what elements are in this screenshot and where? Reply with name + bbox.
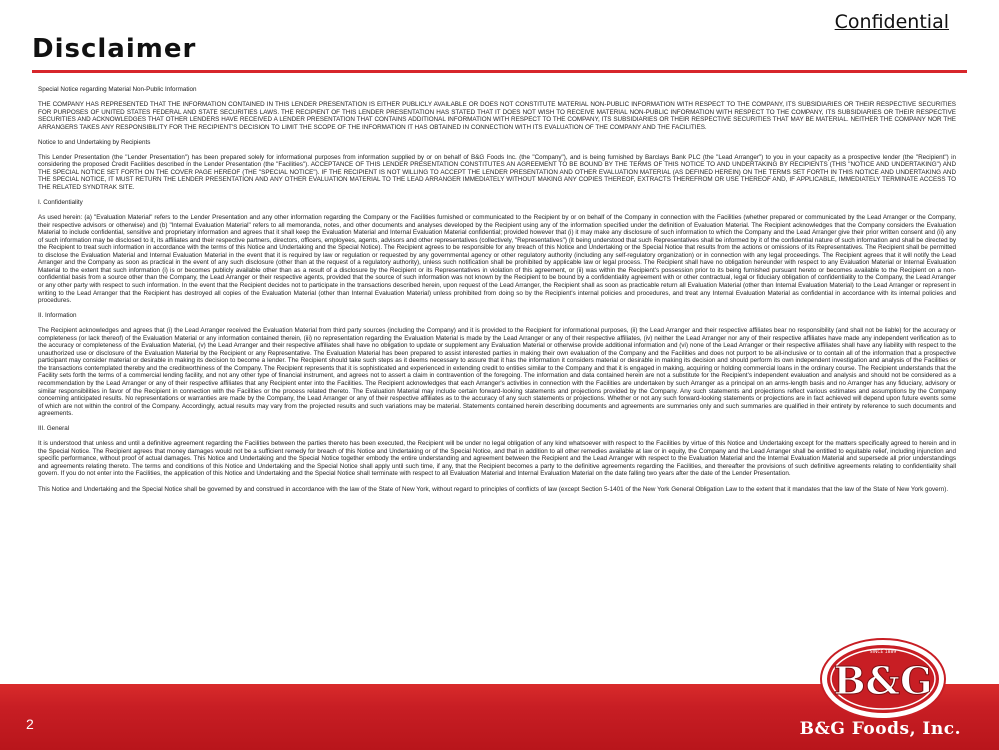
governing-law-paragraph: This Notice and Undertaking and the Special Notice shall be governed by and construed in accordance with the law of the State of New York, without regard to principles of conflicts of law (except Section 5-1401 of the New York General Obligation Law to the extent that it mandates that the law of the State of New York govern). [38,485,949,493]
disclaimer-body [38,86,956,501]
information-paragraph: The Recipient acknowledges and agrees that (i) the Lead Arranger received the Evaluation Material from third party sources (including the Company) and it is provided to the Recipient for informational purposes, (ii) the Lead Arranger and their respective affiliates bear no responsibility (and shall not be liable) for the accuracy or completeness (or lack thereof) of the Evaluation Material or any information contained therein, (iii) no representation regarding the Evaluation Material is made by the Lead Arranger or any of their respective affiliates, (iv) neither the Lead Arranger nor any of their respective affiliates have made any independent verification as to the accuracy or completeness of the Evaluation Material, (v) the Lead Arranger and their respective affiliates shall have no obligation to update or supplement any Evaluation Material or otherwise provide additional information and (vi) none of the Lead Arranger or their respective affiliates shall have any liability with respect to the unauthorized use or disclosure of the Evaluation Material by the Recipient or any Representative. The Evaluation Material has been prepared to assist interested parties in making their own evaluation of the Company and the Facilities and does not purport to be all-inclusive or to contain all of the information that a prospective participant may consider material or desirable in making its decision to become a lender. The Recipient should take such steps as it deems necessary to assure that it has the information it considers material or desirable in making its decision and should perform its own independent investigation and analysis of the Facilities or the transactions contemplated thereby and the creditworthiness of the Company. The Recipient represents that it is sophisticated and experienced in extending credit to entities similar to the Company and that it is engaged in making, acquiring or holding commercial loans in the ordinary course. The Recipient understands that the Facility sets forth the terms of a commercial lending facility, and not any other type of financial instrument, and agrees not to assert a claim in contravention of the foregoing. The information and data contained herein are not a substitute for the Recipient's independent evaluation and analysis and should not be considered as a recommendation by the Lead Arranger or any of their respective affiliates that any Recipient enter into the Facilities. The Recipient acknowledges that each Arranger's activities in connection with the Facilities are undertaken by such Arranger as a principal on an arms-length basis and no Arranger has any fiduciary, advisory or similar responsibilities in favor of the Recipient in connection with the Facilities or the process related thereto. The Evaluation Material may include certain forward-looking statements and projections provided by the Company. Any such statements and projections reflect various estimates and assumptions by the Company concerning anticipated results. No representations or warranties are made by the Company, the Lead Arranger or any of their respective affiliates as to the accuracy of any such statements or projections. Whether or not any such forward-looking statements or projections are in fact achieved will depend upon future events some of which are not within the control of the Company. Accordingly, actual results may vary from the projected results and such variations may be material. Statements contained herein describing documents and agreements are summaries only and such summaries are qualified in their entirety by reference to such documents and agreements. [38,327,956,418]
page-number: 2 [26,716,34,732]
page-title: Disclaimer [32,34,197,64]
notice-paragraph: This Lender Presentation (the "Lender Presentation") has been prepared solely for informational purposes from information supplied by or on behalf of B&G Foods Inc. (the "Company"), and is being furnished by Barclays Bank PLC (the "Lead Arranger") to you in your capacity as a prospective lender (the "Recipient") in considering the proposed Credit Facilities described in the Lender Presentation (the "Facilities"). ACCEPTANCE OF THIS LENDER PRESENTATION CONSTITUTES AN AGREEMENT TO BE BOUND BY THE TERMS OF THIS NOTICE TO AND UNDERTAKING BY RECIPIENTS (THIS "NOTICE AND UNDERTAKING") AND THE SPECIAL NOTICE SET FORTH ON THE COVER PAGE HEREOF (THE "SPECIAL NOTICE"). IF THE RECIPIENT IS NOT WILLING TO ACCEPT THE LENDER PRESENTATION AND OTHER EVALUATION MATERIAL (AS DEFINED HEREIN) ON THE TERMS SET FORTH IN THIS NOTICE AND UNDERTAKING AND THE SPECIAL NOTICE, IT MUST RETURN THE LENDER PRESENTATION AND ANY OTHER EVALUATION MATERIAL TO THE LEAD ARRANGER IMMEDIATELY WITHOUT MAKING ANY COPIES THEREOF, EXTRACTS THEREFROM OR USE THEREOF AND, IF APPLICABLE, IMMEDIATELY TERMINATE ACCESS TO THE RELATED SYNDTRAK SITE. [38,153,956,191]
notice-heading: Notice to and Undertaking by Recipients [38,138,151,146]
bg-logo-graphic [818,637,948,721]
general-heading: III. General [38,425,70,433]
logo-mark-text: B&G [833,658,933,703]
confidentiality-heading: I. Confidentiality [38,199,83,207]
bg-foods-logo [818,637,948,721]
special-notice-heading: Special Notice regarding Material Non-Public Information [38,86,197,93]
brand-name: B&G Foods, Inc. [799,719,961,739]
logo-since-text: SINCE 1889 [869,650,897,655]
title-divider [32,70,967,73]
information-heading: II. Information [38,312,77,320]
confidential-label: Confidential [834,11,949,33]
special-notice-paragraph: THE COMPANY HAS REPRESENTED THAT THE INFORMATION CONTAINED IN THIS LENDER PRESENTATION IS EITHER PUBLICLY AVAILABLE OR DOES NOT CONSTITUTE MATERIAL NON-PUBLIC INFORMATION WITH RESPECT TO THE COMPANY, ITS SUBSIDIARIES OR THEIR RESPECTIVE SECURITIES FOR PURPOSES OF UNITED STATES FEDERAL AND STATE SECURITIES LAWS. THE RECIPIENT OF THIS LENDER PRESENTATION HAS STATED THAT IT DOES NOT WISH TO RECEIVE MATERIAL NON-PUBLIC INFORMATION WITH RESPECT TO THE COMPANY, ITS SUBSIDIARIES OR THEIR RESPECTIVE SECURITIES AND ACKNOWLEDGES THAT OTHER LENDERS HAVE RECEIVED A LENDER PRESENTATION THAT CONTAINS ADDITIONAL INFORMATION WITH RESPECT TO THE COMPANY, ITS SUBSIDIARIES OR THEIR RESPECTIVE SECURITIES THAT MAY BE MATERIAL. NEITHER THE COMPANY NOR THE ARRANGERS TAKES ANY RESPONSIBILITY FOR THE RECIPIENT'S DECISION TO LIMIT THE SCOPE OF THE INFORMATION IT HAS OBTAINED IN CONNECTION WITH ITS EVALUATION OF THE COMPANY AND THE FACILITIES. [38,101,956,131]
confidentiality-paragraph: As used herein: (a) "Evaluation Material" refers to the Lender Presentation and any other information regarding the Company or the Facilities furnished or communicated to the Recipient by or on behalf of the Company in connection with the Facilities (whether prepared or communicated by the Lead Arranger or the Company, their respective advisors or otherwise) and (b) "Internal Evaluation Material" refers to all memoranda, notes, and other documents and analyses developed by the Recipient using any of the information specified under the definition of Evaluation Material. The Recipient acknowledges that the Company considers the Evaluation Material to include confidential, sensitive and proprietary information and agrees that it shall keep the Evaluation Material and Internal Evaluation Material confidential; provided however that (i) it may make any disclosure of such information to which the Company and the Lead Arranger give their prior written consent and (ii) any of such information may be disclosed to it, its affiliates and their respective partners, directors, officers, employees, agents, advisors and other representatives (collectively, "Representatives") (it being understood that such Representatives shall be informed by it of the confidential nature of such information and shall be directed by the Recipient to treat such information in accordance with the terms of this Notice and Undertaking and the Special Notice). The Recipient agrees to be responsible for any breach of this Notice and Undertaking or the Special Notice that results from the actions or omissions of its Representatives. The Recipient shall be permitted to disclose the Evaluation Material and Internal Evaluation Material in the event that it is required by law or regulation or requested by any governmental agency or other regulatory authority (including any self-regulatory organization) or in connection with any legal proceedings. The Recipient agrees that it will notify the Lead Arranger and the Company as soon as practical in the event of any such disclosure (other than at the request of a regulatory authority), unless such notification shall be prohibited by applicable law or legal process. The Recipient shall have no obligation hereunder with respect to any Evaluation Material or Internal Evaluation Material to the extent that such information (i) is or becomes publicly available other than as a result of a disclosure by the Recipient or its Representatives in violation of this agreement, or (ii) was within the Recipient's possession prior to its being furnished pursuant hereto or becomes available to the Recipient on a non-confidential basis from a source other than the Company, the Lead Arranger or their respective agents, provided that the source of such information was not known by the Recipient to be bound by a confidentiality agreement with or other contractual, legal or fiduciary obligation of confidentiality to the Company, the Lead Arranger or any other party with respect to such information. In the event that the Recipient decides not to participate in the transactions described herein, upon request of the Lead Arranger, the Recipient shall as soon as practicable return all Evaluation Material (other than Internal Evaluation Material) to the Lead Arranger or represent in writing to the Lead Arranger that the Recipient has destroyed all copies of the Evaluation Material (other than Internal Evaluation Material) unless prohibited from doing so by the Recipient's internal policies and procedures, and treat any Internal Evaluation Material as confidential in accordance with its internal policies and procedures. [38,214,956,305]
general-paragraph: It is understood that unless and until a definitive agreement regarding the Facilities between the parties thereto has been executed, the Recipient will be under no legal obligation of any kind whatsoever with respect to the Facilities by virtue of this Notice and Undertaking except for the matters specifically agreed to herein and in the Special Notice. The Recipient agrees that money damages would not be a sufficient remedy for breach of this Notice and Undertaking or of the Special Notice, and that in addition to all other remedies available at law or in equity, the Company and the Lead Arranger shall be entitled to equitable relief, including injunction and specific performance, without proof of actual damages. This Notice and Undertaking and the Special Notice together embody the entire understanding and agreement between the Recipient and the Lead Arranger with respect to the Evaluation Material and the Internal Evaluation Material and supersede all prior understandings and agreements relating thereto. The terms and conditions of this Notice and Undertaking and the Special Notice shall apply until such time, if any, that the Recipient becomes a party to the definitive agreements regarding the Facilities, and thereafter the provisions of such definitive agreements relating to confidentiality shall govern. If you do not enter into the Facilities, the application of this Notice and Undertaking and the Special Notice shall terminate with respect to all Evaluation Material and Internal Evaluation Material on the date falling two years after the date of the Lender Presentation. [38,440,956,478]
